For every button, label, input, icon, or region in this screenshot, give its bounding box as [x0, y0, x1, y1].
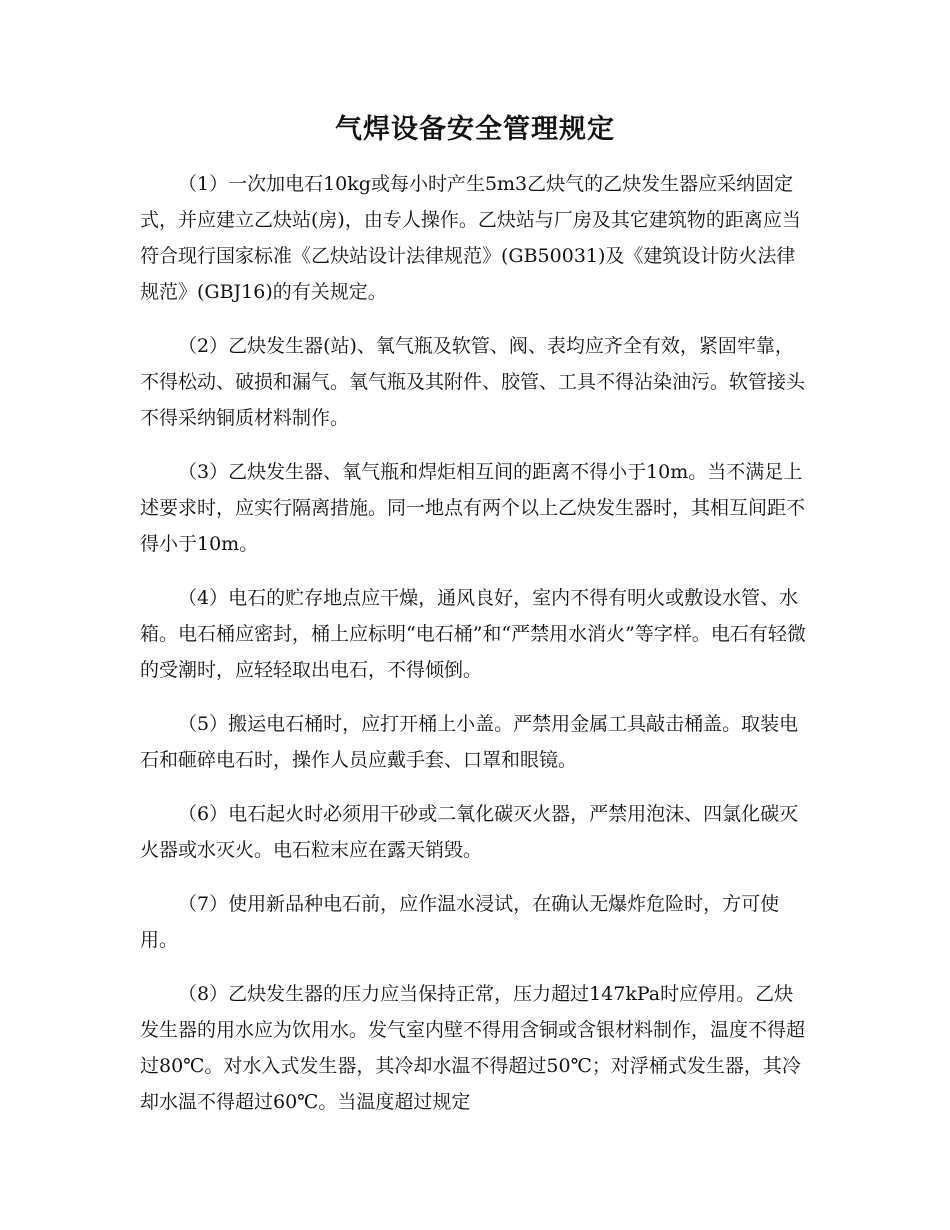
paragraph-4: （4）电石的贮存地点应干燥，通风良好，室内不得有明火或敷设水管、水箱。电石桶应密封，桶上应标明“电石桶”和“严禁用水消火”等字样。电石有轻微的受潮时，应轻轻取出电石，不得倾倒。 — [140, 587, 806, 681]
document-title: 气焊设备安全管理规定 — [335, 114, 615, 145]
paragraph-1: （1）一次加电石10kg或每小时产生5m3乙炔气的乙炔发生器应采纳固定式，并应建立乙炔站(房)，由专人操作。乙炔站与厂房及其它建筑物的距离应当符合现行国家标准《乙炔站设计法律规范》(GB50031)及《建筑设计防火法律规范》(GBJ16)的有关规定。 — [140, 173, 801, 303]
paragraph-3: （3）乙炔发生器、氧气瓶和焊炬相互间的距离不得小于10m。当不满足上述要求时，应实行隔离措施。同一地点有两个以上乙炔发生器时，其相互间距不得小于10m。 — [140, 461, 806, 555]
paragraph-2: （2）乙炔发生器(站)、氧气瓶及软管、阀、表均应齐全有效，紧固牢靠，不得松动、破损和漏气。氧气瓶及其附件、胶管、工具不得沾染油污。软管接头不得采纳铜质材料制作。 — [140, 335, 806, 429]
paragraph-8: （8）乙炔发生器的压力应当保持正常，压力超过147kPa时应停用。乙炔发生器的用水应为饮用水。发气室内壁不得用含铜或含银材料制作，温度不得超过80℃。对水入式发生器，其冷却水温不得超过50℃；对浮桶式发生器，其冷却水温不得超过60℃。当温度超过规定 — [140, 983, 806, 1113]
paragraph-7: （7）使用新品种电石前，应作温水浸试，在确认无爆炸危险时，方可使用。 — [140, 893, 780, 951]
paragraph-5: （5）搬运电石桶时，应打开桶上小盖。严禁用金属工具敲击桶盖。取装电石和砸碎电石时，操作人员应戴手套、口罩和眼镜。 — [140, 713, 799, 771]
paragraph-6: （6）电石起火时必须用干砂或二氧化碳灭火器，严禁用泡沫、四氯化碳灭火器或水灭火。电石粒末应在露天销毁。 — [140, 803, 799, 861]
document-body — [140, 166, 812, 1138]
